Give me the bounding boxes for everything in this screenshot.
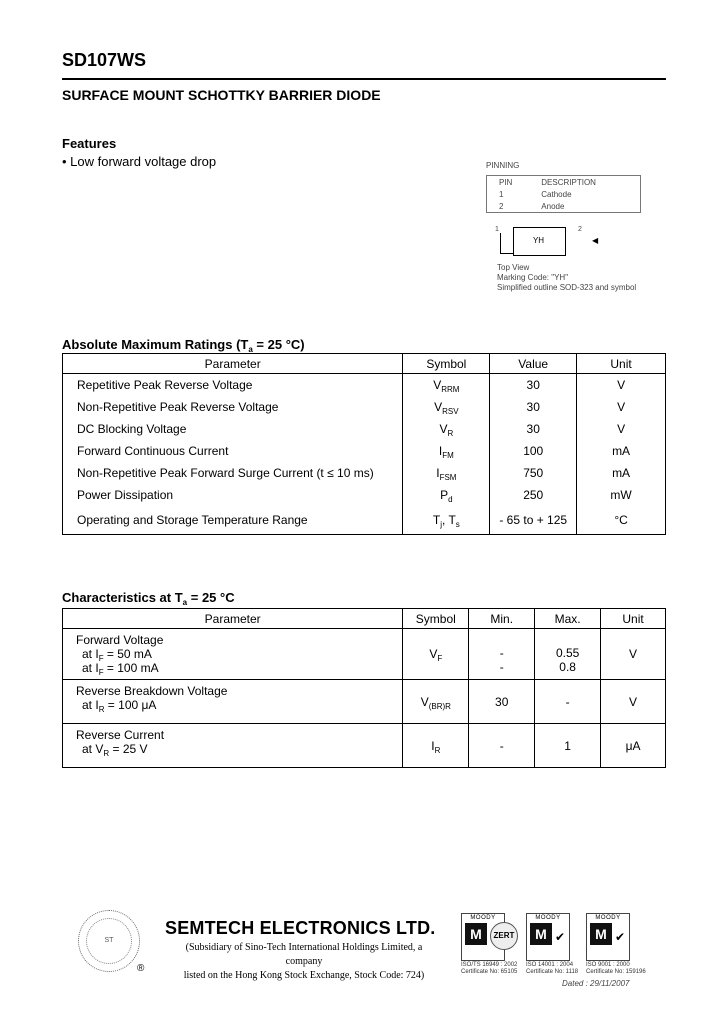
value-cell: 250 — [490, 484, 577, 506]
moody-logo-icon: M — [590, 923, 612, 945]
zert-seal-icon: ZERT — [490, 922, 518, 950]
characteristics-table — [62, 608, 666, 768]
param-name: Reverse Breakdown Voltage — [76, 684, 228, 698]
package-marking: YH — [532, 236, 545, 245]
test-condition: at $I_F = 50$ mA — [82, 647, 152, 663]
check-icon: ✔ — [555, 930, 566, 944]
pinning-table — [486, 175, 641, 213]
desc-col-header: DESCRIPTION — [541, 177, 596, 187]
col-header: Unit — [577, 354, 666, 374]
unit-cell: V — [577, 374, 666, 396]
param-cell: Non-Repetitive Peak Forward Surge Current (t ≤ 10 ms) — [63, 462, 403, 484]
package-notes — [497, 263, 636, 293]
test-condition: at $I_F = 100$ mA — [82, 661, 159, 677]
unit-cell: μA — [601, 724, 666, 768]
symbol-cell: $V_R$ — [403, 418, 490, 440]
cert-caption: ISO 14001 : 2004 Certificate No: 1118 — [526, 962, 579, 975]
symbol-cell: $T_j$, $T_s$ — [403, 506, 490, 535]
table-row — [63, 374, 666, 396]
param-name: Forward Voltage — [76, 633, 164, 647]
value-cell: - 65 to + 125 — [490, 506, 577, 535]
param-cell: Operating and Storage Temperature Range — [63, 506, 403, 535]
unit-cell: V — [601, 629, 666, 680]
table-row — [63, 396, 666, 418]
pin-number: 2 — [499, 201, 504, 211]
value-cell: 30 — [490, 374, 577, 396]
certification-badge: MOODY M — [461, 913, 505, 961]
max-cell: 1 — [535, 724, 601, 768]
dated-text: Dated : 29/11/2007 — [562, 979, 630, 988]
value-cell: 750 — [490, 462, 577, 484]
unit-cell: mA — [577, 440, 666, 462]
table-row — [63, 462, 666, 484]
col-header: Min. — [469, 609, 535, 629]
certification-badge: MOODY M ✔ — [526, 913, 570, 961]
package-lead — [500, 253, 513, 254]
characteristics-heading: Characteristics at $T_a = 25$ °C — [62, 590, 235, 607]
features-heading: Features — [62, 136, 117, 151]
param-cell — [63, 629, 403, 680]
symbol-cell: $I_{FSM}$ — [403, 462, 490, 484]
package-pin1-label: 1 — [495, 226, 499, 233]
col-header: Symbol — [403, 609, 469, 629]
test-condition: at $I_R = 100$ μA — [82, 698, 157, 714]
col-header: Parameter — [63, 354, 403, 374]
package-lead — [500, 233, 501, 253]
abs-max-table — [62, 353, 666, 535]
company-subsidiary-note: (Subsidiary of Sino-Tech International Holdings Limited, a company listed on the Hong Kong Stock Exchange, Stock Code: 724) — [183, 942, 425, 981]
min-cell: - — [469, 724, 535, 768]
value-cell: 100 — [490, 440, 577, 462]
unit-cell: °C — [577, 506, 666, 535]
value-cell: 30 — [490, 396, 577, 418]
unit-cell: V — [577, 396, 666, 418]
table-row — [63, 418, 666, 440]
symbol-cell: $V_{(BR)R}$ — [403, 680, 469, 724]
col-header: Symbol — [403, 354, 490, 374]
part-number: SD107WS — [62, 50, 147, 70]
col-header: Max. — [535, 609, 601, 629]
value-cell: 30 — [490, 418, 577, 440]
symbol-cell: $I_{FM}$ — [403, 440, 490, 462]
symbol-cell: $V_{RRM}$ — [403, 374, 490, 396]
max-cell: 0.55 0.8 — [535, 629, 601, 680]
symbol-cell: $I_R$ — [403, 724, 469, 768]
pin-col-header: PIN — [499, 177, 513, 187]
moody-logo-icon: M — [530, 923, 552, 945]
moody-logo-icon: M — [465, 923, 487, 945]
table-row — [63, 506, 666, 535]
param-cell — [63, 680, 403, 724]
cert-caption: ISO 9001 : 2000 Certificate No: 159196 — [586, 962, 646, 975]
pin-description: Anode — [541, 201, 565, 211]
table-row — [63, 680, 666, 724]
table-row — [63, 484, 666, 506]
symbol-cell: $P_d$ — [403, 484, 490, 506]
unit-cell: V — [601, 680, 666, 724]
unit-cell: mW — [577, 484, 666, 506]
pin-description: Cathode — [541, 189, 572, 199]
document-subtitle: SURFACE MOUNT SCHOTTKY BARRIER DIODE — [62, 87, 381, 103]
col-header: Parameter — [63, 609, 403, 629]
symbol-cell: $V_F$ — [403, 629, 469, 680]
package-note: Marking Code: "YH" — [497, 273, 569, 282]
pin-number: 1 — [499, 189, 504, 199]
abs-max-heading: Absolute Maximum Ratings ($T_a = 25$ °C) — [62, 337, 305, 354]
min-cell: 30 — [469, 680, 535, 724]
package-note: Simplified outline SOD-323 and symbol — [497, 283, 637, 292]
certification-badge: MOODY M ✔ — [586, 913, 630, 961]
min-cell: - - — [469, 629, 535, 680]
unit-cell: mA — [577, 462, 666, 484]
company-name: SEMTECH ELECTRONICS LTD. — [165, 918, 436, 938]
pinning-label: PINNING — [486, 161, 520, 170]
table-row — [63, 629, 666, 680]
logo-text: ST — [86, 918, 132, 964]
param-cell: DC Blocking Voltage — [63, 418, 403, 440]
col-header: Unit — [601, 609, 666, 629]
param-cell: Non-Repetitive Peak Reverse Voltage — [63, 396, 403, 418]
package-note: Top View — [497, 263, 530, 272]
feature-item: • Low forward voltage drop — [62, 154, 217, 169]
symbol-cell: $V_{RSV}$ — [403, 396, 490, 418]
title-rule — [62, 78, 666, 80]
unit-cell: V — [577, 418, 666, 440]
cert-caption: ISO/TS 16949 : 2002 Certificate No: 65105 — [461, 962, 518, 975]
diode-symbol-icon: ◀ — [592, 236, 599, 245]
param-cell: Power Dissipation — [63, 484, 403, 506]
package-pin2-label: 2 — [578, 226, 582, 233]
registered-mark: ® — [137, 963, 145, 974]
col-header: Value — [490, 354, 577, 374]
table-row — [63, 724, 666, 768]
param-name: Reverse Current — [76, 728, 165, 742]
max-cell: - — [535, 680, 601, 724]
test-condition: at $V_R = 25$ V — [82, 742, 148, 758]
param-cell: Forward Continuous Current — [63, 440, 403, 462]
check-icon: ✔ — [615, 930, 626, 944]
param-cell: Repetitive Peak Reverse Voltage — [63, 374, 403, 396]
table-row — [63, 440, 666, 462]
param-cell — [63, 724, 403, 768]
